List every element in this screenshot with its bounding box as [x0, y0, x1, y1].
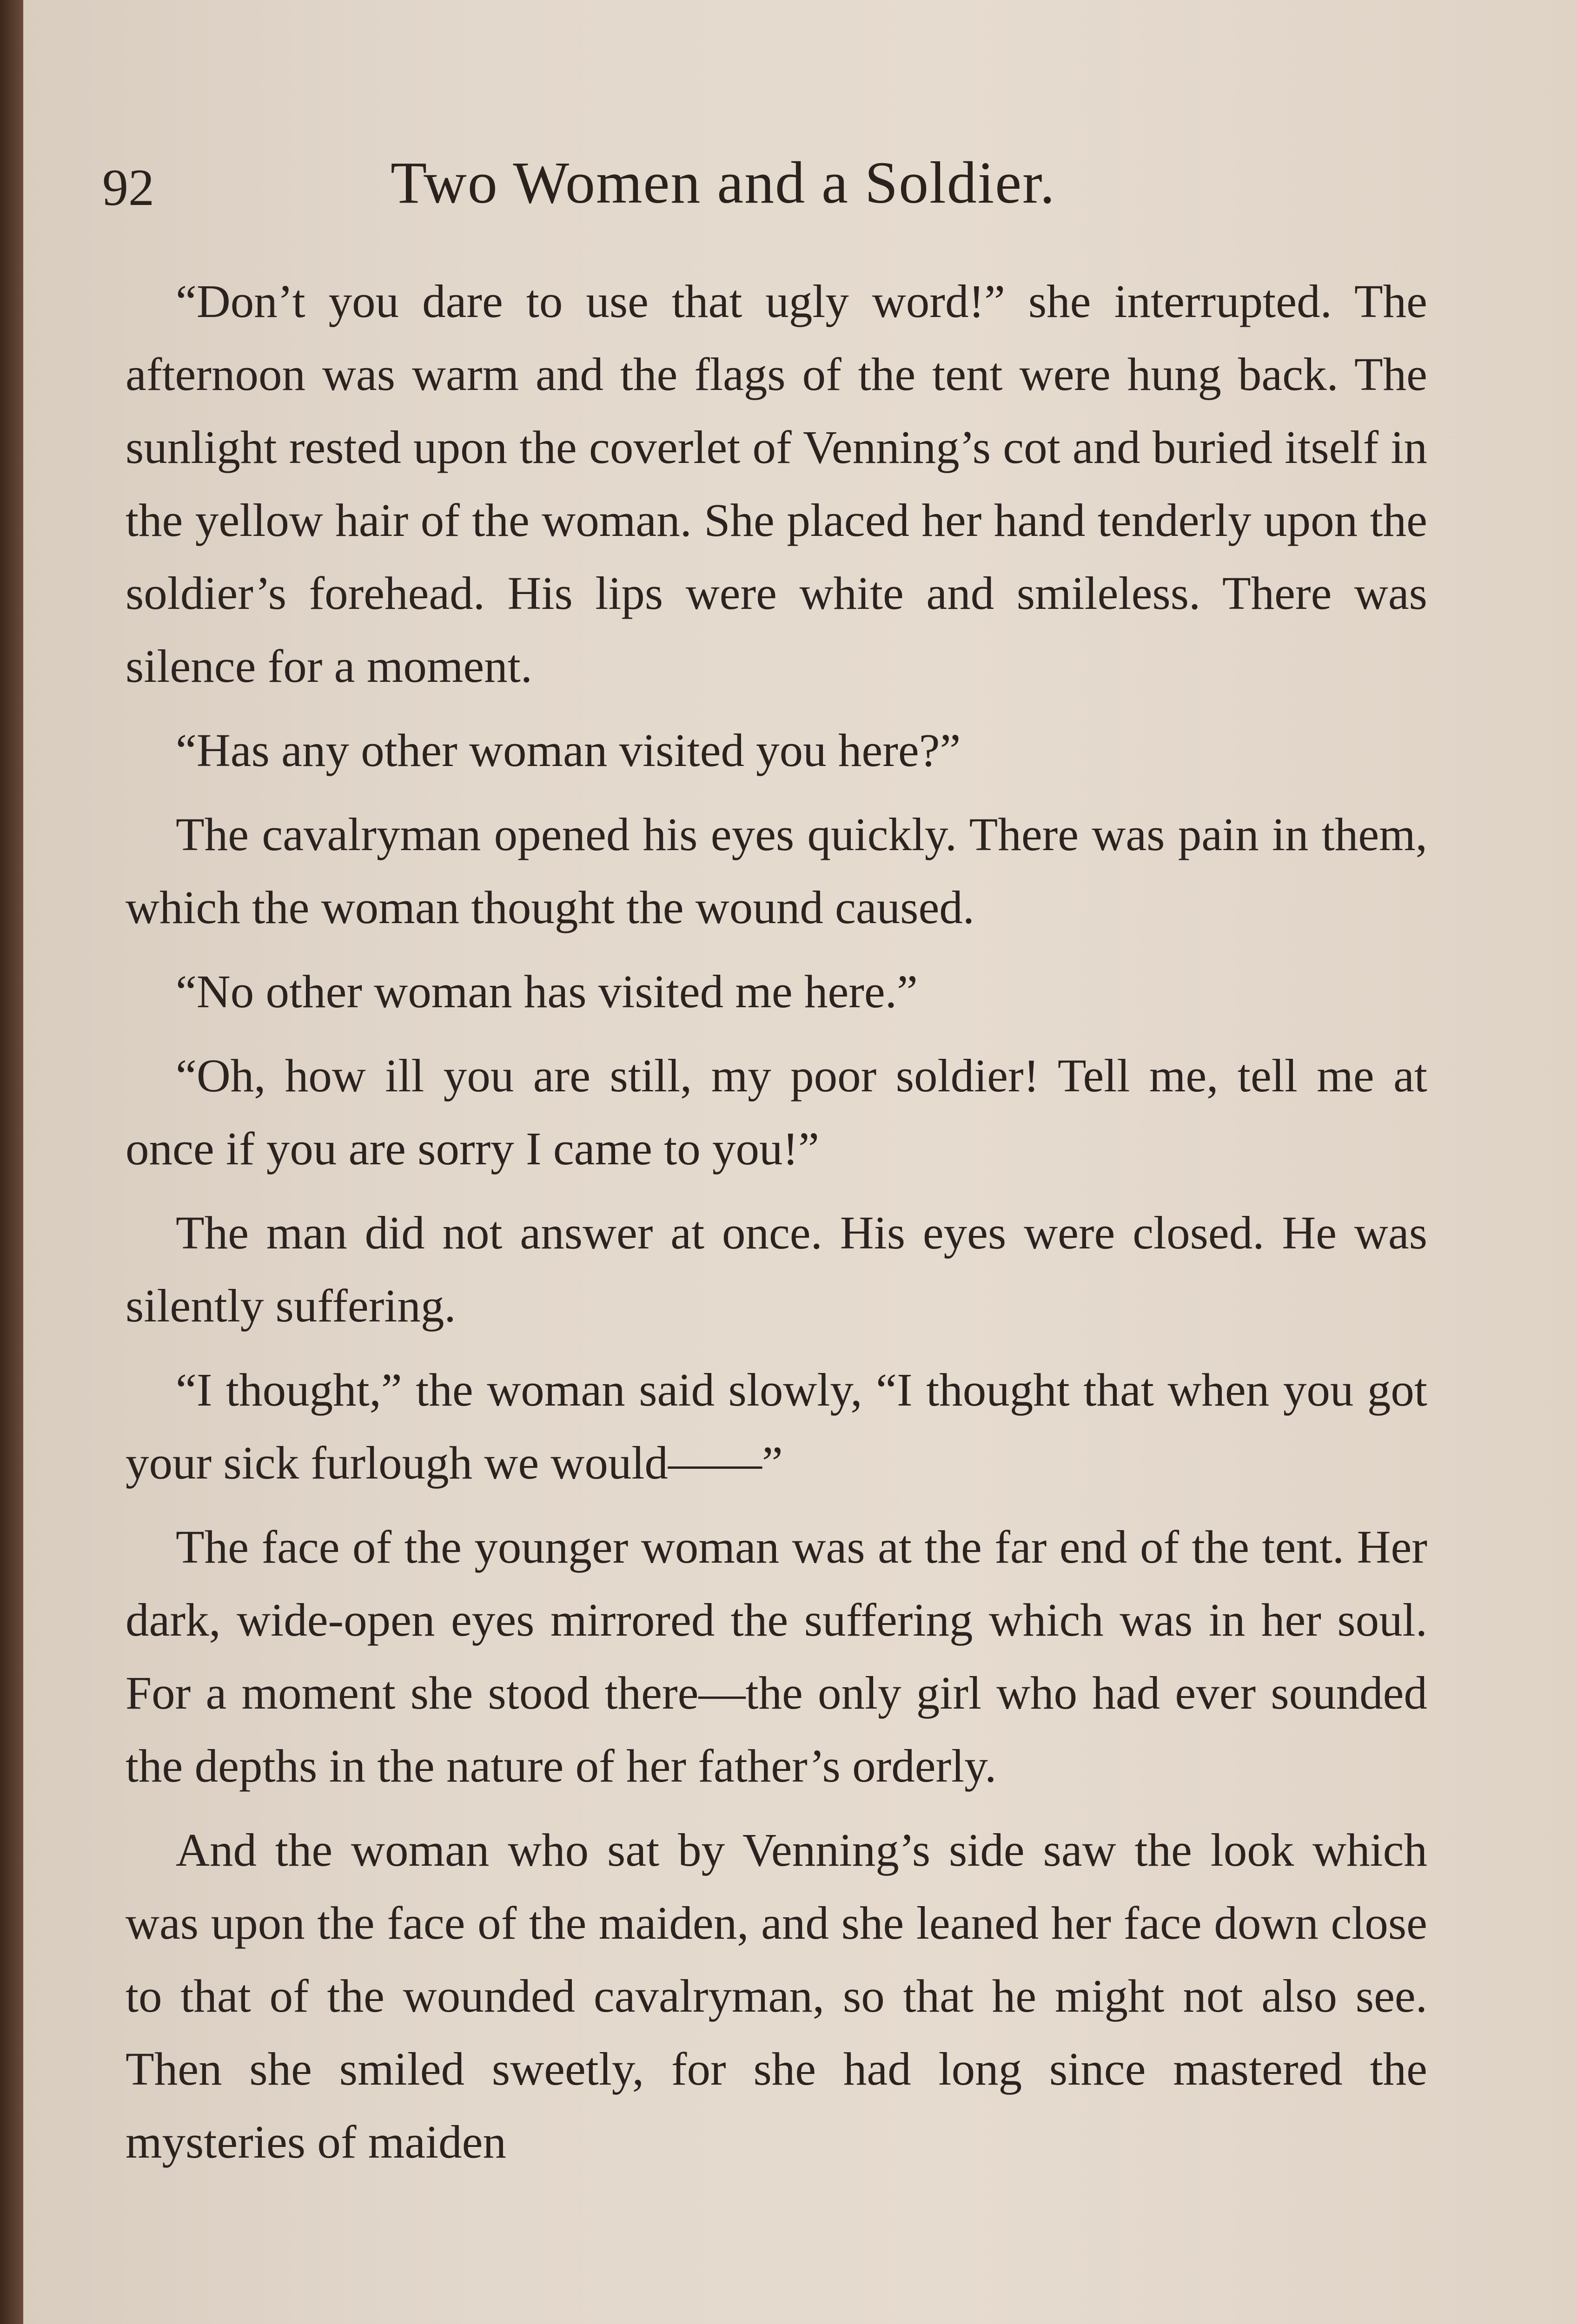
- paragraph-6: The man did not answer at once. His eyes were closed. He was silently suffering.: [126, 1207, 1427, 1332]
- paragraph-3: The cavalryman opened his eyes quickly. There was pain in them, which the woman thought the wound caused.: [126, 808, 1427, 933]
- body-text: [126, 265, 1427, 2190]
- paragraph-9: And the woman who sat by Venning’s side saw the look which was upon the face of the maiden, and she leaned her face down close to that of the wounded cavalryman, so that he might not also see. Then she smiled sweetly, for she had long since mastered the mysteries of maiden: [126, 1824, 1427, 2168]
- paragraph-4: “No other woman has visited me here.”: [176, 965, 918, 1017]
- page-gutter-shadow: [0, 0, 23, 2324]
- paragraph-5: “Oh, how ill you are still, my poor soldier! Tell me, tell me at once if you are sorry I came to you!”: [126, 1050, 1427, 1175]
- paragraph-2: “Has any other woman visited you here?”: [176, 724, 961, 776]
- paragraph-7: “I thought,” the woman said slowly, “I thought that when you got your sick furlough we would——”: [126, 1364, 1427, 1489]
- book-page: [23, 0, 1577, 2324]
- page-header: [102, 139, 1441, 217]
- page-number: 92: [102, 159, 154, 217]
- paragraph-1: “Don’t you dare to use that ugly word!” she interrupted. The afternoon was warm and the flags of the tent were hung back. The sunlight rested upon the coverlet of Venning’s cot and buried itself in the yellow hair of the woman. She placed her hand tenderly upon the soldier’s forehead. His lips were white and smileless. There was silence for a moment.: [126, 275, 1427, 692]
- paragraph-8: The face of the younger woman was at the far end of the tent. Her dark, wide-open eyes mirrored the suffering which was in her soul. For a moment she stood there—the only girl who had ever sounded the depths in the nature of her father’s orderly.: [126, 1521, 1427, 1792]
- running-head: Two Women and a Soldier.: [391, 150, 1056, 216]
